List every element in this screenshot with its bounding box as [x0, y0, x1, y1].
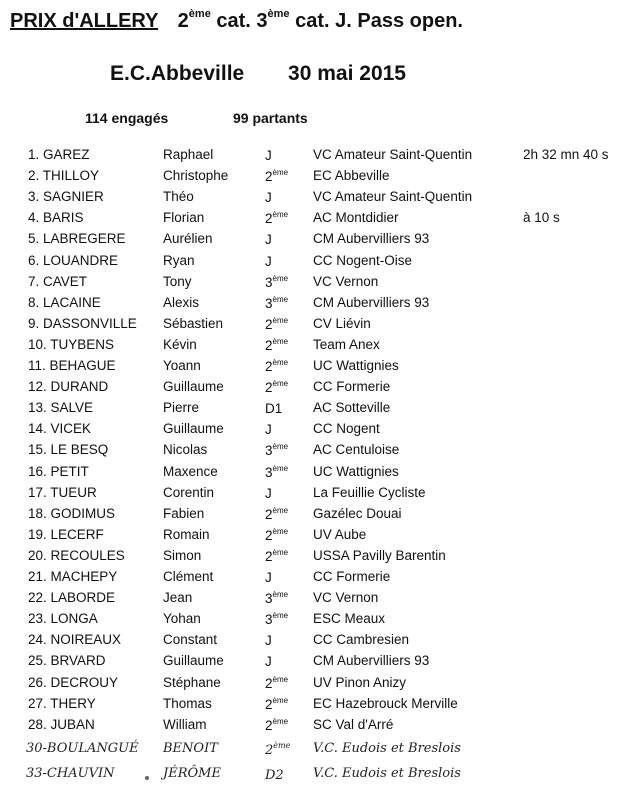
rider-club: EC Hazebrouck Merville	[313, 695, 458, 711]
result-row	[0, 274, 626, 295]
rider-firstname: Yoann	[163, 358, 201, 373]
rider-category: 2ème	[265, 168, 289, 185]
organizer: E.C.Abbeville	[110, 62, 245, 85]
rider-name: 12. DURAND	[28, 379, 109, 395]
rider-firstname: Sébastien	[163, 315, 224, 331]
rider-category: J	[265, 485, 272, 501]
result-row	[0, 379, 626, 400]
starters-count: 99 partants	[233, 110, 308, 126]
rider-firstname: Alexis	[163, 294, 200, 310]
rider-firstname: Théo	[163, 189, 194, 205]
rider-firstname: Ryan	[163, 252, 195, 268]
result-row	[0, 569, 626, 590]
rider-firstname: Romain	[163, 526, 210, 542]
rider-club: CC Formerie	[313, 379, 391, 395]
rider-firstname: BENOIT	[163, 741, 218, 756]
rider-name: 14. VICEK	[28, 421, 92, 437]
rider-category: 3ème	[265, 590, 289, 607]
rider-category: D1	[265, 401, 283, 417]
rider-name: 26. DECROUY	[28, 674, 119, 690]
rider-name: 19. LECERF	[28, 526, 104, 542]
rider-firstname: William	[163, 716, 207, 732]
handwritten-row	[0, 741, 626, 762]
result-row	[0, 485, 626, 506]
rider-firstname: JÉRÔME	[163, 766, 221, 781]
race-name: PRIX d'ALLERY	[10, 10, 159, 32]
rider-firstname: Guillaume	[163, 379, 224, 395]
rider-category: 2ème	[265, 336, 289, 353]
rider-firstname: Guillaume	[163, 421, 224, 437]
title-line	[10, 8, 463, 33]
rider-name: 25. BRVARD	[28, 653, 106, 669]
result-row	[0, 189, 626, 210]
rider-name: 3. SAGNIER	[28, 189, 104, 205]
race-categories: 2ème cat. 3ème cat. J. Pass open.	[177, 8, 463, 32]
rider-club: AC Sotteville	[313, 400, 391, 416]
result-row	[0, 548, 626, 569]
rider-club: Gazélec Douai	[313, 505, 402, 521]
rider-category: 2ème	[265, 741, 291, 758]
result-row	[0, 253, 626, 274]
rider-category: J	[265, 190, 272, 206]
rider-category: J	[265, 654, 272, 670]
rider-firstname: Raphael	[163, 147, 214, 162]
rider-firstname: Corentin	[163, 484, 215, 500]
rider-firstname: Clément	[163, 569, 214, 584]
rider-club: CV Liévin	[313, 315, 371, 331]
rider-name: 11. BEHAGUE	[28, 358, 116, 373]
handwritten-row	[0, 766, 626, 787]
rider-name: 7. CAVET	[28, 273, 88, 289]
rider-category: J	[265, 253, 272, 269]
ink-dot	[145, 776, 149, 780]
rider-club: CC Formerie	[313, 569, 391, 584]
rider-firstname: Aurélien	[163, 231, 213, 247]
rider-club: USSA Pavilly Barentin	[313, 547, 446, 563]
rider-name: 20. RECOULES	[28, 547, 125, 563]
rider-club: ESC Meaux	[313, 611, 386, 627]
rider-club: AC Centuloise	[313, 442, 400, 458]
rider-name: 13. SALVE	[28, 400, 94, 416]
result-row	[0, 421, 626, 442]
result-row	[0, 442, 626, 463]
rider-name: 33-CHAUVIN	[26, 766, 115, 781]
race-date: 30 mai 2015	[288, 62, 406, 85]
result-row	[0, 231, 626, 252]
rider-name: 6. LOUANDRE	[28, 252, 119, 268]
rider-club: UV Aube	[313, 526, 367, 542]
rider-firstname: Tony	[163, 273, 192, 289]
rider-firstname: Florian	[163, 210, 205, 226]
rider-club: AC Montdidier	[313, 210, 399, 226]
rider-firstname: Fabien	[163, 505, 205, 521]
rider-name: 1. GAREZ	[28, 147, 90, 162]
rider-name: 4. BARIS	[28, 210, 84, 226]
result-row	[0, 168, 626, 189]
result-row	[0, 632, 626, 653]
rider-category: 3ème	[265, 442, 289, 459]
rider-category: 2ème	[265, 379, 289, 396]
rider-firstname: Constant	[163, 632, 218, 648]
rider-name: 9. DASSONVILLE	[28, 315, 137, 331]
rider-category: 2ème	[265, 695, 289, 712]
rider-time: 2h 32 mn 40 s	[523, 147, 609, 162]
rider-category: J	[265, 148, 272, 163]
rider-club: VC Vernon	[313, 273, 379, 289]
rider-name: 15. LE BESQ	[28, 442, 109, 458]
rider-firstname: Nicolas	[163, 442, 208, 458]
rider-category: J	[265, 633, 272, 649]
rider-category: 2ème	[265, 547, 289, 564]
rider-club: EC Abbeville	[313, 168, 390, 184]
rider-club: UC Wattignies	[313, 463, 399, 479]
result-row	[0, 147, 626, 168]
rider-club: CM Aubervilliers 93	[313, 231, 430, 247]
rider-club: VC Vernon	[313, 590, 379, 606]
rider-firstname: Thomas	[163, 695, 212, 711]
participant-counts	[85, 110, 308, 126]
rider-firstname: Pierre	[163, 400, 200, 416]
rider-category: 3ème	[265, 273, 289, 290]
rider-category: J	[265, 232, 272, 248]
rider-club: La Feuillie Cycliste	[313, 484, 426, 500]
result-row	[0, 400, 626, 421]
subtitle	[110, 62, 406, 86]
rider-club: VC Amateur Saint-Quentin	[313, 147, 473, 162]
rider-firstname: Yohan	[163, 611, 201, 627]
result-row	[0, 464, 626, 485]
rider-name: 22. LABORDE	[28, 590, 116, 606]
rider-name: 23. LONGA	[28, 611, 98, 627]
rider-firstname: Maxence	[163, 463, 218, 479]
rider-club: CC Nogent	[313, 421, 380, 437]
result-row	[0, 653, 626, 674]
result-row	[0, 527, 626, 548]
rider-name: 2. THILLOY	[28, 168, 100, 184]
result-row	[0, 717, 626, 738]
rider-category: J	[265, 422, 272, 438]
rider-name: 27. THERY	[28, 695, 96, 711]
rider-firstname: Stéphane	[163, 674, 221, 690]
rider-firstname: Kévin	[163, 336, 197, 352]
rider-name: 16. PETIT	[28, 463, 89, 479]
rider-club: CM Aubervilliers 93	[313, 653, 430, 669]
rider-category: 2ème	[265, 505, 289, 522]
rider-category: 2ème	[265, 315, 289, 332]
rider-firstname: Jean	[163, 590, 193, 606]
rider-club: CM Aubervilliers 93	[313, 294, 430, 310]
rider-name: 30-BOULANGUÉ	[26, 741, 139, 756]
rider-firstname: Guillaume	[163, 653, 224, 669]
rider-club: UV Pinon Anizy	[313, 674, 407, 690]
rider-club: VC Amateur Saint-Quentin	[313, 189, 473, 205]
rider-firstname: Christophe	[163, 168, 229, 184]
rider-name: 18. GODIMUS	[28, 505, 116, 521]
rider-category: 2ème	[265, 358, 289, 374]
rider-category: 2ème	[265, 716, 289, 733]
rider-time: à 10 s	[523, 210, 560, 226]
rider-club: V.C. Eudois et Breslois	[313, 766, 461, 781]
rider-name: 8. LACAINE	[28, 294, 101, 310]
rider-name: 10. TUYBENS	[28, 336, 115, 352]
rider-club: CC Cambresien	[313, 632, 410, 648]
rider-name: 24. NOIREAUX	[28, 632, 122, 648]
rider-category: 2ème	[265, 674, 289, 691]
rider-category: 2ème	[265, 210, 289, 227]
result-row	[0, 611, 626, 632]
rider-category: 2ème	[265, 526, 289, 543]
rider-category: 3ème	[265, 463, 289, 480]
result-row	[0, 210, 626, 231]
rider-firstname: Simon	[163, 547, 202, 563]
rider-category: 3ème	[265, 611, 289, 628]
rider-name: 5. LABREGERE	[28, 231, 126, 247]
rider-club: Team Anex	[313, 336, 380, 352]
engaged-count: 114 engagés	[85, 110, 169, 126]
rider-club: V.C. Eudois et Breslois	[313, 741, 461, 756]
rider-name: 21. MACHEPY	[28, 569, 118, 584]
rider-club: SC Val d'Arré	[313, 716, 394, 732]
rider-club: CC Nogent-Oise	[313, 252, 413, 268]
rider-category: J	[265, 570, 272, 585]
result-row	[0, 506, 626, 527]
rider-category: D2	[265, 768, 284, 783]
result-row	[0, 696, 626, 717]
rider-category: 3ème	[265, 294, 289, 311]
result-row	[0, 337, 626, 358]
result-row	[0, 316, 626, 337]
rider-name: 17. TUEUR	[28, 484, 97, 500]
rider-club: UC Wattignies	[313, 358, 399, 373]
result-row	[0, 675, 626, 696]
result-row	[0, 358, 626, 379]
rider-name: 28. JUBAN	[28, 716, 95, 732]
result-row	[0, 590, 626, 611]
result-row	[0, 295, 626, 316]
